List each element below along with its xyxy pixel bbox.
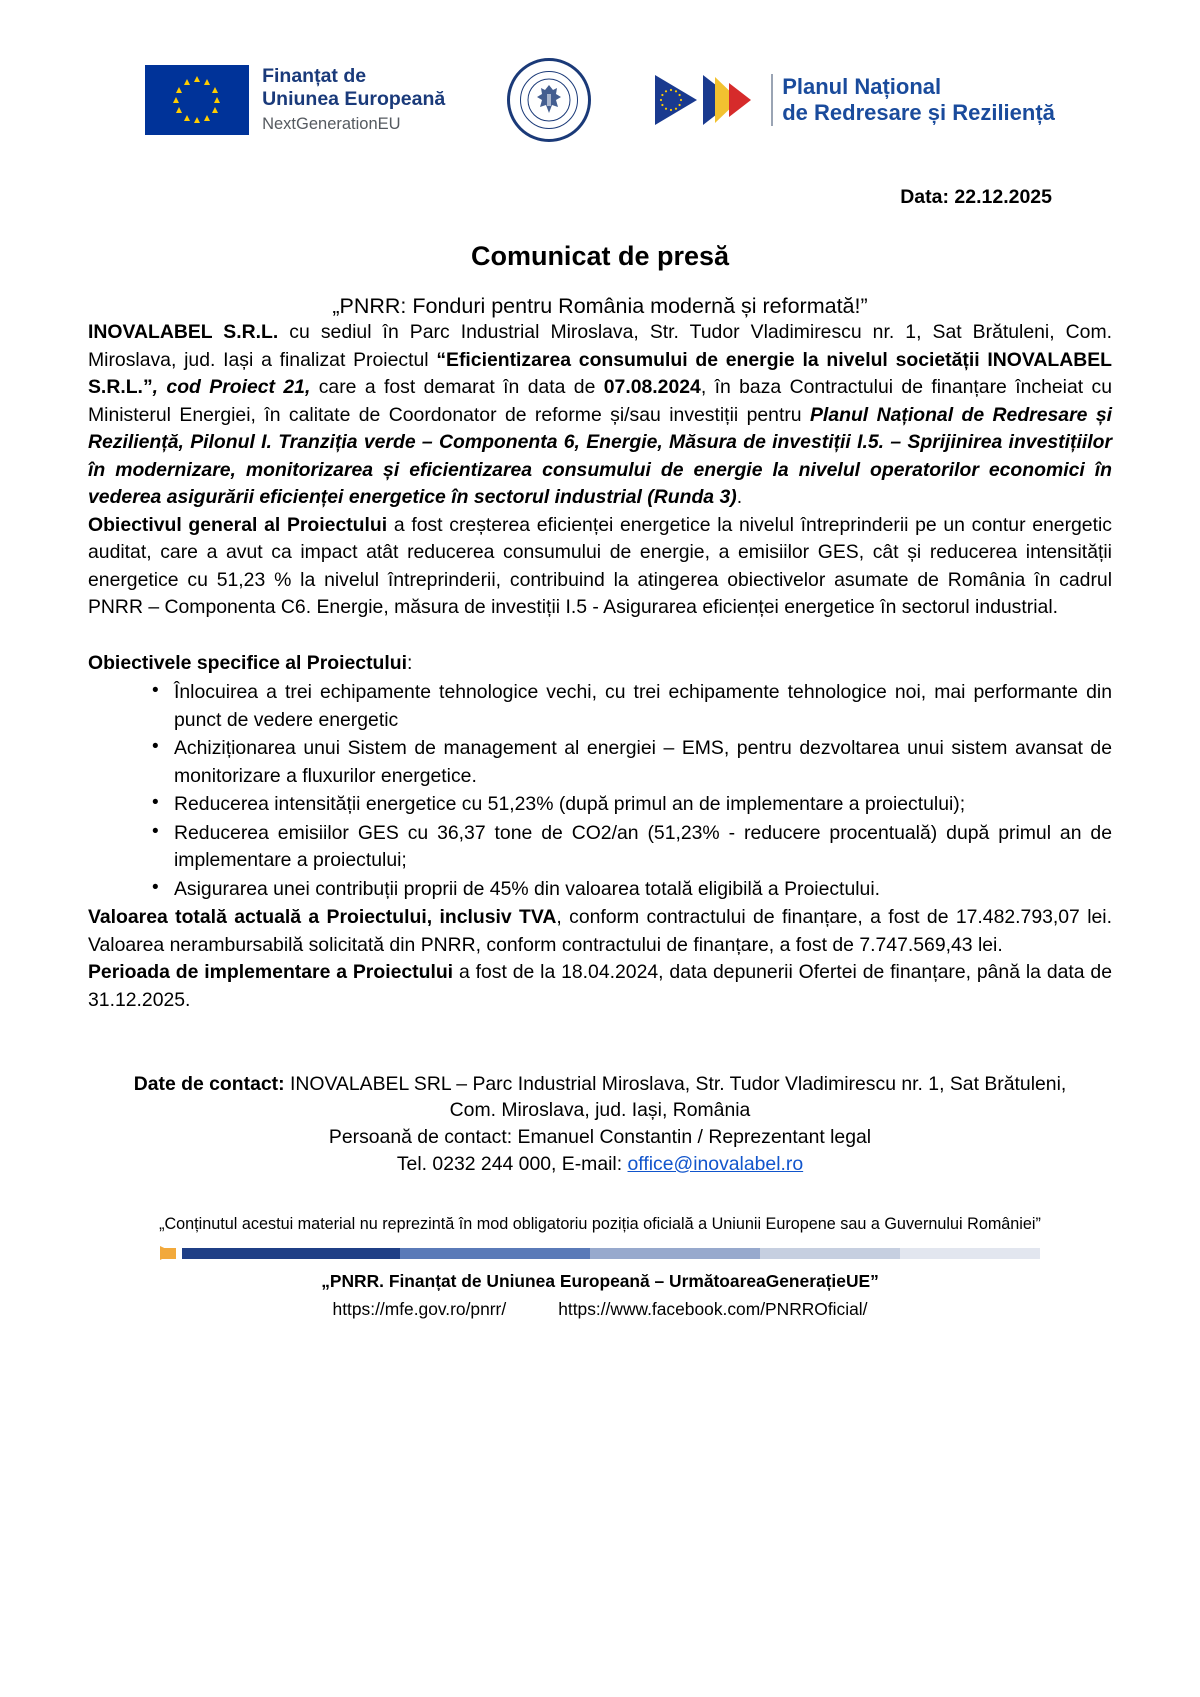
general-objective-label: Obiectivul general al Proiectului [88, 513, 388, 536]
footer-title: „PNRR. Finanțat de Uniunea Europeană – UrmătoareaGenerațieUE” [321, 1270, 879, 1291]
objectives-list [88, 679, 1112, 903]
footer-link-mfe[interactable]: https://mfe.gov.ro/pnrr/ [332, 1298, 507, 1319]
footer-gradient-bar [160, 1248, 1040, 1259]
contact-address: INOVALABEL SRL – Parc Industrial Miroslava, Str. Tudor Vladimirescu nr. 1, Sat Brătuleni, Com. Miroslava, jud. Iași, România [284, 1072, 1067, 1122]
romanian-government-seal-icon [507, 58, 591, 142]
list-item: • Reducerea intensității energetice cu 51,23% (după primul an de implementare a proiectului); [152, 791, 1112, 819]
eu-funding-logo [145, 65, 445, 135]
eu-star-icon [184, 115, 190, 121]
eu-star-icon [173, 97, 179, 103]
contact-person: Persoană de contact: Emanuel Constantin / Reprezentant legal [328, 1126, 872, 1149]
contact-phone: Tel. 0232 244 000, E-mail: [396, 1152, 628, 1175]
pnrr-arrows-icon [653, 69, 761, 131]
eu-star-icon [184, 79, 190, 85]
page-title: Comunicat de presă [470, 241, 730, 271]
pnrr-logo [653, 69, 1055, 131]
project-code: , cod Proiect 21, [152, 376, 311, 399]
eu-star-icon [212, 107, 218, 113]
eu-star-icon [212, 87, 218, 93]
eagle-crest-icon [526, 77, 572, 123]
document-content [0, 186, 1200, 1236]
pnrr-logo-text [771, 74, 1055, 125]
document-date: Data: 22.12.2025 [900, 186, 1052, 208]
disclaimer-text: „Conținutul acestui material nu reprezintă în mod obligatoriu poziția oficială a Uniunii Europene sau a Guvernului României” [159, 1214, 1041, 1233]
paragraph-company-intro: INOVALABEL S.R.L. cu sediul în Parc Industrial Miroslava, Str. Tudor Vladimirescu nr. 1, Sat Brătuleni, Com. Miroslava, jud. Iași a finalizat Proiectul “Eficientizarea consumului de energie la nivelul societății INOVALABEL S.R.L.”, cod Proiect 21, care a fost demarat în data de 07.08.2024, în baza Contractului de finanțare încheiat cu Ministerul Energiei, în calitate de Coordonator de reforme și/sau investiții pentru Planul Național de Redresare și Reziliență, Pilonul I. Tranziția verde – Componenta 6, Energie, Măsura de investiții I.5. – Sprijinirea investițiilor în modernizare, monitorizarea și eficientizarea consumului de energie la nivelul operatorilor economici în vederea asigurării eficienței energetice în sectorul industrial (Runda 3). [88, 321, 1112, 509]
list-item: • Reducerea emisiilor GES cu 36,37 tone de CO2/an (51,23% - reducere procentuală) după primul an de implementare a proiectului; [152, 820, 1112, 875]
eu-star-icon [176, 107, 182, 113]
list-item: • Asigurarea unei contribuții proprii de 45% din valoarea totală eligibilă a Proiectului. [152, 876, 1112, 904]
start-date: 07.08.2024 [603, 376, 701, 399]
eu-star-icon [194, 117, 200, 123]
pnrr-logo-line2: de Redresare și Reziliență [782, 100, 1055, 125]
contact-label: Date de contact: [133, 1072, 285, 1095]
eu-logo-text [262, 65, 445, 135]
page-subtitle: „PNRR: Fonduri pentru România modernă și reformată!” [332, 294, 868, 318]
logo-bar [0, 0, 1200, 156]
objectives-heading: Obiectivele specifice al Proiectului: [88, 652, 413, 675]
implementation-period-label: Perioada de implementare a Proiectului [88, 961, 454, 984]
eu-logo-line2: Uniunea Europeană [262, 87, 446, 110]
eu-star-icon [176, 87, 182, 93]
paragraph-general-objective: Obiectivul general al Proiectului a fost creșterea eficienței energetice la nivelul întreprinderii pe un contur energetic auditat, care a avut ca impact atât reducerea consumului de energie, a emisiilor GES, cât și reducerea intensității energetice cu 51,23 % la nivelul întreprinderii, contribuind la atingerea obiectivelor asumate de România în cadrul PNRR – Componenta C6. Energie, măsura de investiții I.5 - Asigurarea eficienței energetice în sectorul industrial. [88, 513, 1112, 619]
eu-star-icon [214, 97, 220, 103]
eu-logo-line1: Finanțat de [262, 64, 367, 87]
paragraph-project-value: Valoarea totală actuală a Proiectului, inclusiv TVA, conform contractului de finanțare, a fost de 17.482.793,07 lei. Valoarea nerambursabilă solicitată din PNRR, conform contractului de finanțare, a fost de 7.747.569,43 lei. [88, 906, 1112, 956]
company-name: INOVALABEL S.R.L. [88, 321, 279, 343]
pnrr-logo-line1: Planul Național [782, 74, 942, 100]
eu-logo-line3: NextGenerationEU [262, 114, 401, 133]
eu-star-icon [204, 115, 210, 121]
contact-email-link[interactable]: office@inovalabel.ro [627, 1152, 804, 1175]
footer-link-facebook[interactable]: https://www.facebook.com/PNRROficial/ [558, 1298, 868, 1319]
contact-block [88, 1071, 1112, 1178]
total-value-label: Valoarea totală actuală a Proiectului, inclusiv TVA [88, 906, 557, 929]
eu-star-icon [194, 76, 200, 82]
eu-flag-icon [145, 65, 249, 135]
footer-links [0, 1299, 1200, 1320]
project-title: “Eficientizarea consumului de energie la nivelul societății INOVALABEL S.R.L.” [88, 348, 1112, 399]
list-item: • Înlocuirea a trei echipamente tehnologice vechi, cu trei echipamente tehnologice noi, mai performante din punct de vedere energetic [152, 679, 1112, 734]
eu-star-icon [204, 79, 210, 85]
pnrr-measure-reference: Planul Național de Redresare și Reziliență, Pilonul I. Tranziția verde – Componenta 6, Energie, Măsura de investiții I.5. – Sprijinirea investițiilor în modernizare, monitorizarea și eficientizarea consumului de energie la nivelul operatorilor economici în vederea asigurării eficienței energetice în sectorul industrial (Runda 3) [88, 403, 1112, 509]
list-item: • Achiziționarea unui Sistem de management al energiei – EMS, pentru dezvoltarea unui sistem avansat de monitorizare a fluxurilor energetice. [152, 735, 1112, 790]
paragraph-implementation-period: Perioada de implementare a Proiectului a fost de la 18.04.2024, data depunerii Ofertei de finanțare, până la data de 31.12.2025. [88, 961, 1112, 1012]
